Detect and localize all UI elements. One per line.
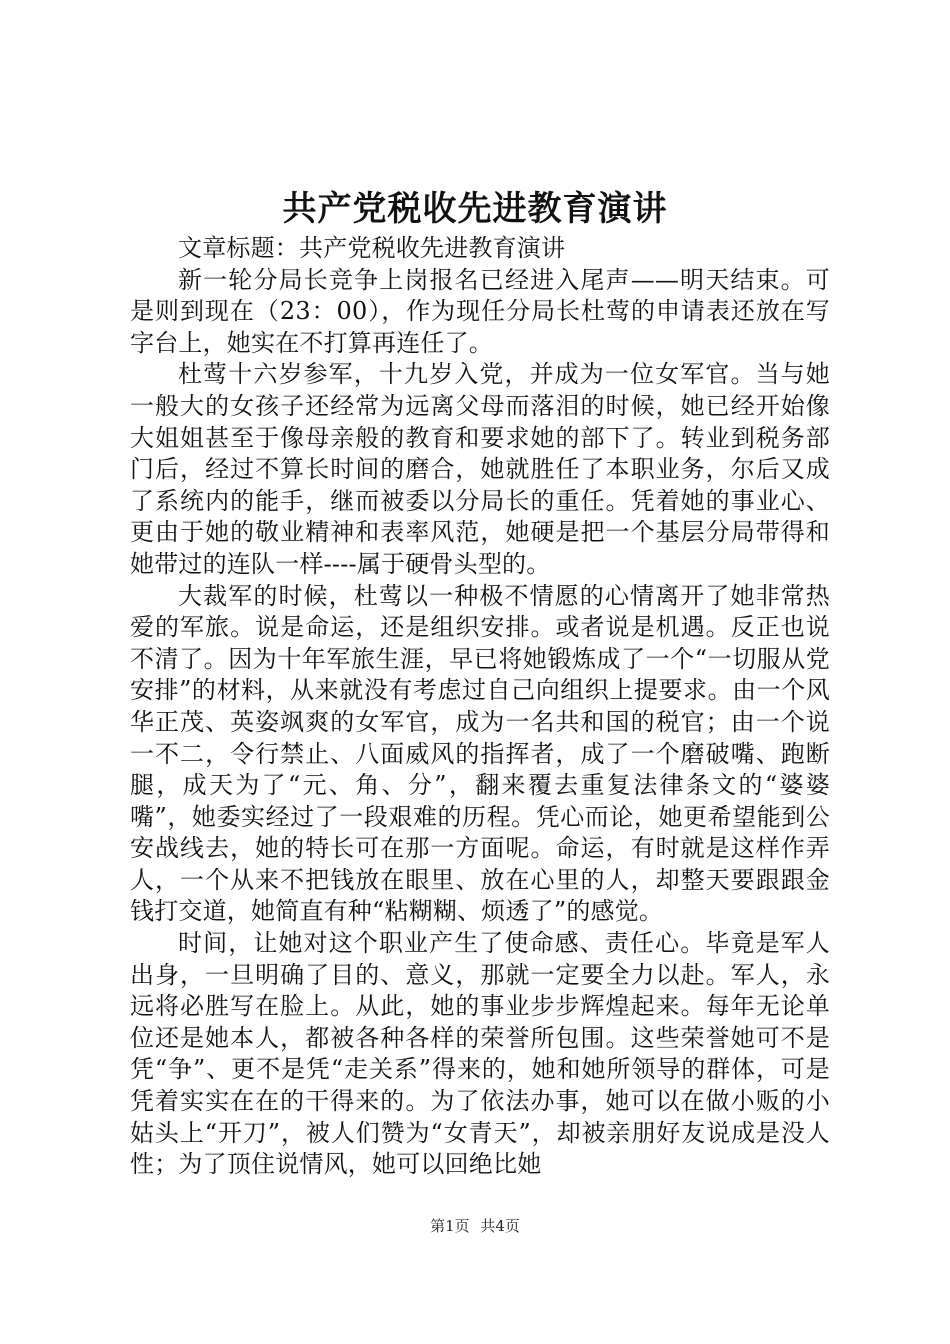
document-body	[130, 233, 830, 1181]
paragraph: 大裁军的时候，杜莺以一种极不情愿的心情离开了她非常热爱的军旅。说是命运，还是组织安排。或者说是机遇。反正也说不清了。因为十年军旅生涯，早已将她锻炼成了一个“一切服从党安排”的材料，从来就没有考虑过自己向组织上提要求。由一个风华正茂、英姿飒爽的女军官，成为一名共和国的税官；由一个说一不二，令行禁止、八面威风的指挥者，成了一个磨破嘴、跑断腿，成天为了“元、角、分”，翻来覆去重复法律条文的“婆婆嘴”，她委实经过了一段艰难的历程。凭心而论，她更希望能到公安战线去，她的特长可在那一方面呢。命运，有时就是这样作弄人，一个从来不把钱放在眼里、放在心里的人，却整天要跟跟金钱打交道，她简直有种“粘糊糊、烦透了”的感觉。	[130, 581, 830, 926]
article-title-line: 文章标题：共产党税收先进教育演讲	[178, 234, 566, 262]
document-title: 共产党税收先进教育演讲	[282, 189, 668, 229]
paragraph: 新一轮分局长竞争上岗报名已经进入尾声——明天结束。可是则到现在（23：00），作为现任分局长杜莺的申请表还放在写字台上，她实在不打算再连任了。	[130, 265, 830, 357]
page-number: 第1页	[430, 1217, 470, 1235]
page-total: 共4页	[480, 1217, 520, 1235]
paragraph: 杜莺十六岁参军，十九岁入党，并成为一位女军官。当与她一般大的女孩子还经常为远离父母而落泪的时候，她已经开始像大姐姐甚至于像母亲般的教育和要求她的部下了。转业到税务部门后，经过不算长时间的磨合，她就胜任了本职业务，尔后又成了系统内的能手，继而被委以分局长的重任。凭着她的事业心、更由于她的敬业精神和表率风范，她硬是把一个基层分局带得和她带过的连队一样----属于硬骨头型的。	[130, 360, 830, 578]
paragraph: 时间，让她对这个职业产生了使命感、责任心。毕竟是军人出身，一旦明确了目的、意义，那就一定要全力以赴。军人，永远将必胜写在脸上。从此，她的事业步步辉煌起来。每年无论单位还是她本人，都被各种各样的荣誉所包围。这些荣誉她可不是凭“争”、更不是凭“走关系”得来的，她和她所领导的群体，可是凭着实实在在的干得来的。为了依法办事，她可以在做小贩的小姑头上“开刀”，被人们赞为“女青天”，却被亲朋好友说成是没人性；为了顶住说情风，她可以回绝比她	[130, 929, 830, 1179]
page-footer	[0, 1216, 950, 1236]
